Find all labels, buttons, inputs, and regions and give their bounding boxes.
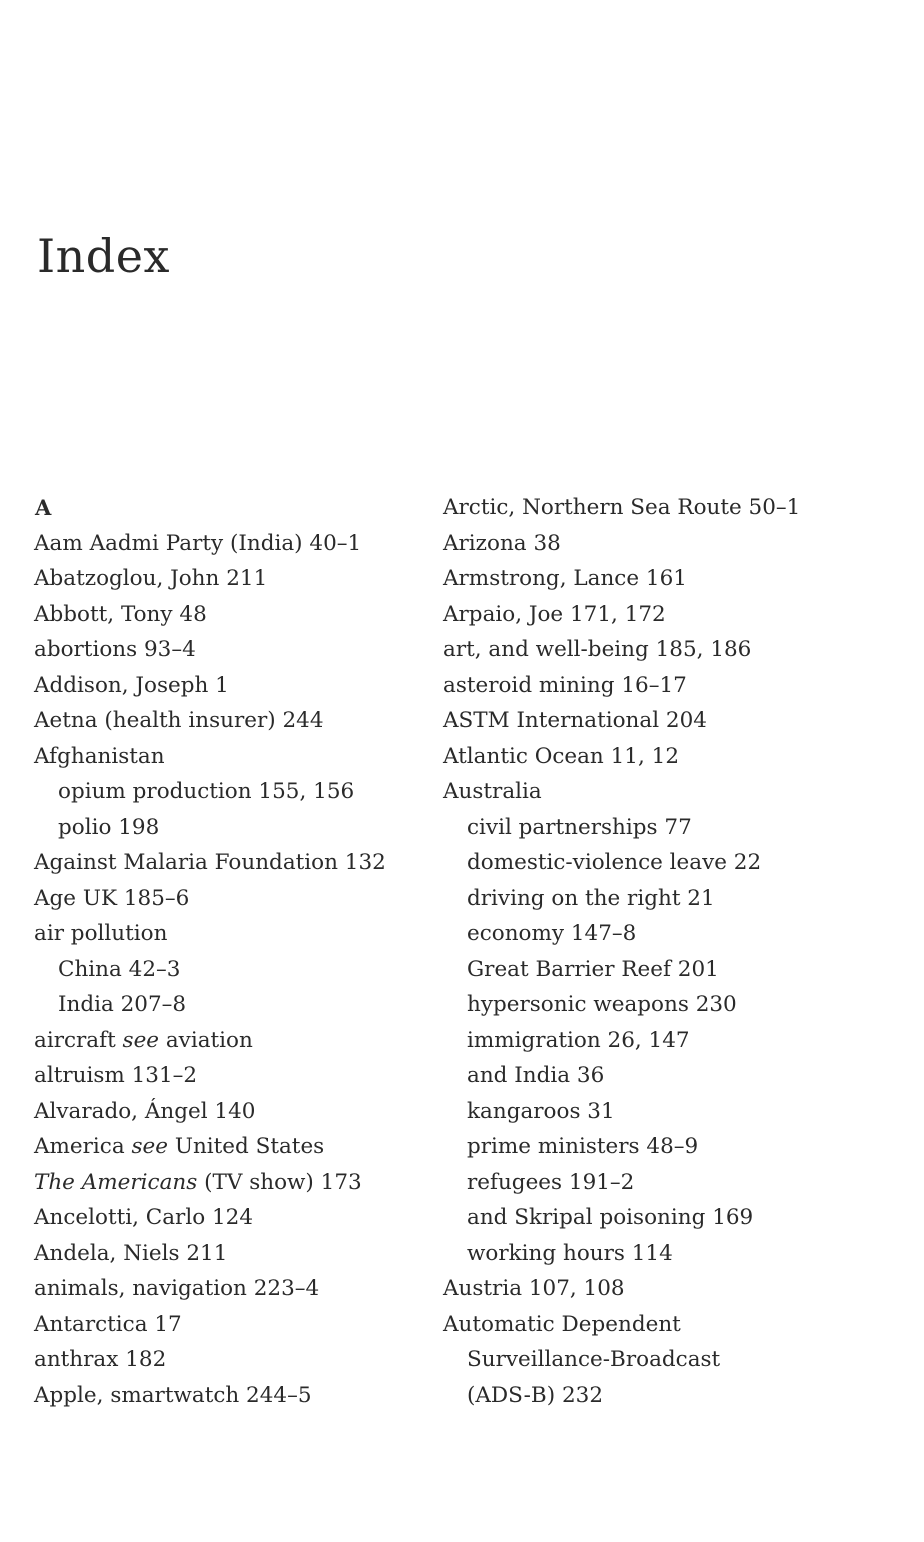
entry-text: America [34,1134,132,1159]
index-entry [34,1023,454,1059]
index-entry: Automatic Dependent [443,1311,681,1337]
index-entry: Austria 107, 108 [443,1276,625,1301]
index-subentry: working hours 114 [467,1240,673,1266]
index-entry: Antarctica 17 [34,1311,182,1337]
index-entry: art, and well-being 185, 186 [443,637,752,662]
index-entry: Aam Aadmi Party (India) 40–1 [34,530,362,556]
entry-text: aviation [159,1027,253,1053]
index-entry: Alvarado, Ángel 140 [34,1098,256,1124]
index-entry: Apple, smartwatch 244–5 [34,1382,312,1408]
index-entry: Aetna (health insurer) 244 [34,708,324,733]
index-subentry: China 42–3 [58,956,181,982]
index-entry: Arizona 38 [443,530,561,556]
index-entry: air pollution [34,921,168,946]
index-entry: anthrax 182 [34,1347,167,1372]
entry-italic-text: see [131,1134,168,1159]
index-subentry: opium production 155, 156 [58,779,355,804]
index-entry: asteroid mining 16–17 [443,672,687,698]
index-entry [34,1129,454,1165]
entry-text: (TV show) 173 [197,1169,362,1195]
index-subentry: polio 198 [58,814,160,840]
index-subentry: immigration 26, 147 [467,1027,690,1053]
index-subentry: kangaroos 31 [467,1098,615,1124]
index-subentry: economy 147–8 [467,921,637,946]
index-subentry: Surveillance-Broadcast [467,1347,721,1372]
index-entry: Against Malaria Foundation 132 [34,850,386,875]
index-entry: Addison, Joseph 1 [34,672,229,698]
right-entry-list [443,490,863,1413]
index-entry: abortions 93–4 [34,637,196,662]
index-subentry: refugees 191–2 [467,1169,635,1195]
index-subentry: and Skripal poisoning 169 [467,1205,754,1230]
index-entry: Abatzoglou, John 211 [34,566,268,591]
entry-text: United States [167,1134,325,1159]
index-entry: Afghanistan [34,743,165,769]
index-entry: Arctic, Northern Sea Route 50–1 [443,495,801,520]
index-subentry: and India 36 [467,1063,605,1088]
entry-italic-text: The Americans [34,1169,198,1195]
index-entry: ASTM International 204 [443,708,707,733]
index-subentry: India 207–8 [58,992,187,1017]
index-entry: Abbott, Tony 48 [34,601,207,627]
index-entry: Ancelotti, Carlo 124 [34,1205,254,1230]
index-entry: altruism 131–2 [34,1063,198,1088]
index-subentry: domestic-violence leave 22 [467,850,762,875]
index-entry: animals, navigation 223–4 [34,1276,320,1301]
section-letter: A [35,495,52,520]
index-subentry: Great Barrier Reef 201 [467,956,719,982]
page-title: Index [37,229,170,283]
entry-italic-text: see [122,1027,160,1053]
entry-text: aircraft [34,1027,123,1053]
index-entry: Australia [443,779,542,804]
index-entry: Age UK 185–6 [34,885,190,911]
index-entry: Andela, Niels 211 [34,1240,228,1266]
index-subentry: prime ministers 48–9 [467,1134,699,1159]
index-entry: Atlantic Ocean 11, 12 [443,743,679,769]
left-entry-list [34,526,454,1414]
index-subentry: civil partnerships 77 [467,814,692,840]
index-entry: Armstrong, Lance 161 [443,566,687,591]
index-column-right [443,490,863,1413]
index-subentry: driving on the right 21 [467,885,715,911]
index-subentry: hypersonic weapons 230 [467,992,737,1017]
index-entry [34,1165,454,1201]
index-entry: Arpaio, Joe 171, 172 [443,601,666,627]
index-subentry: (ADS-B) 232 [467,1382,603,1408]
index-column-left [34,490,454,1413]
